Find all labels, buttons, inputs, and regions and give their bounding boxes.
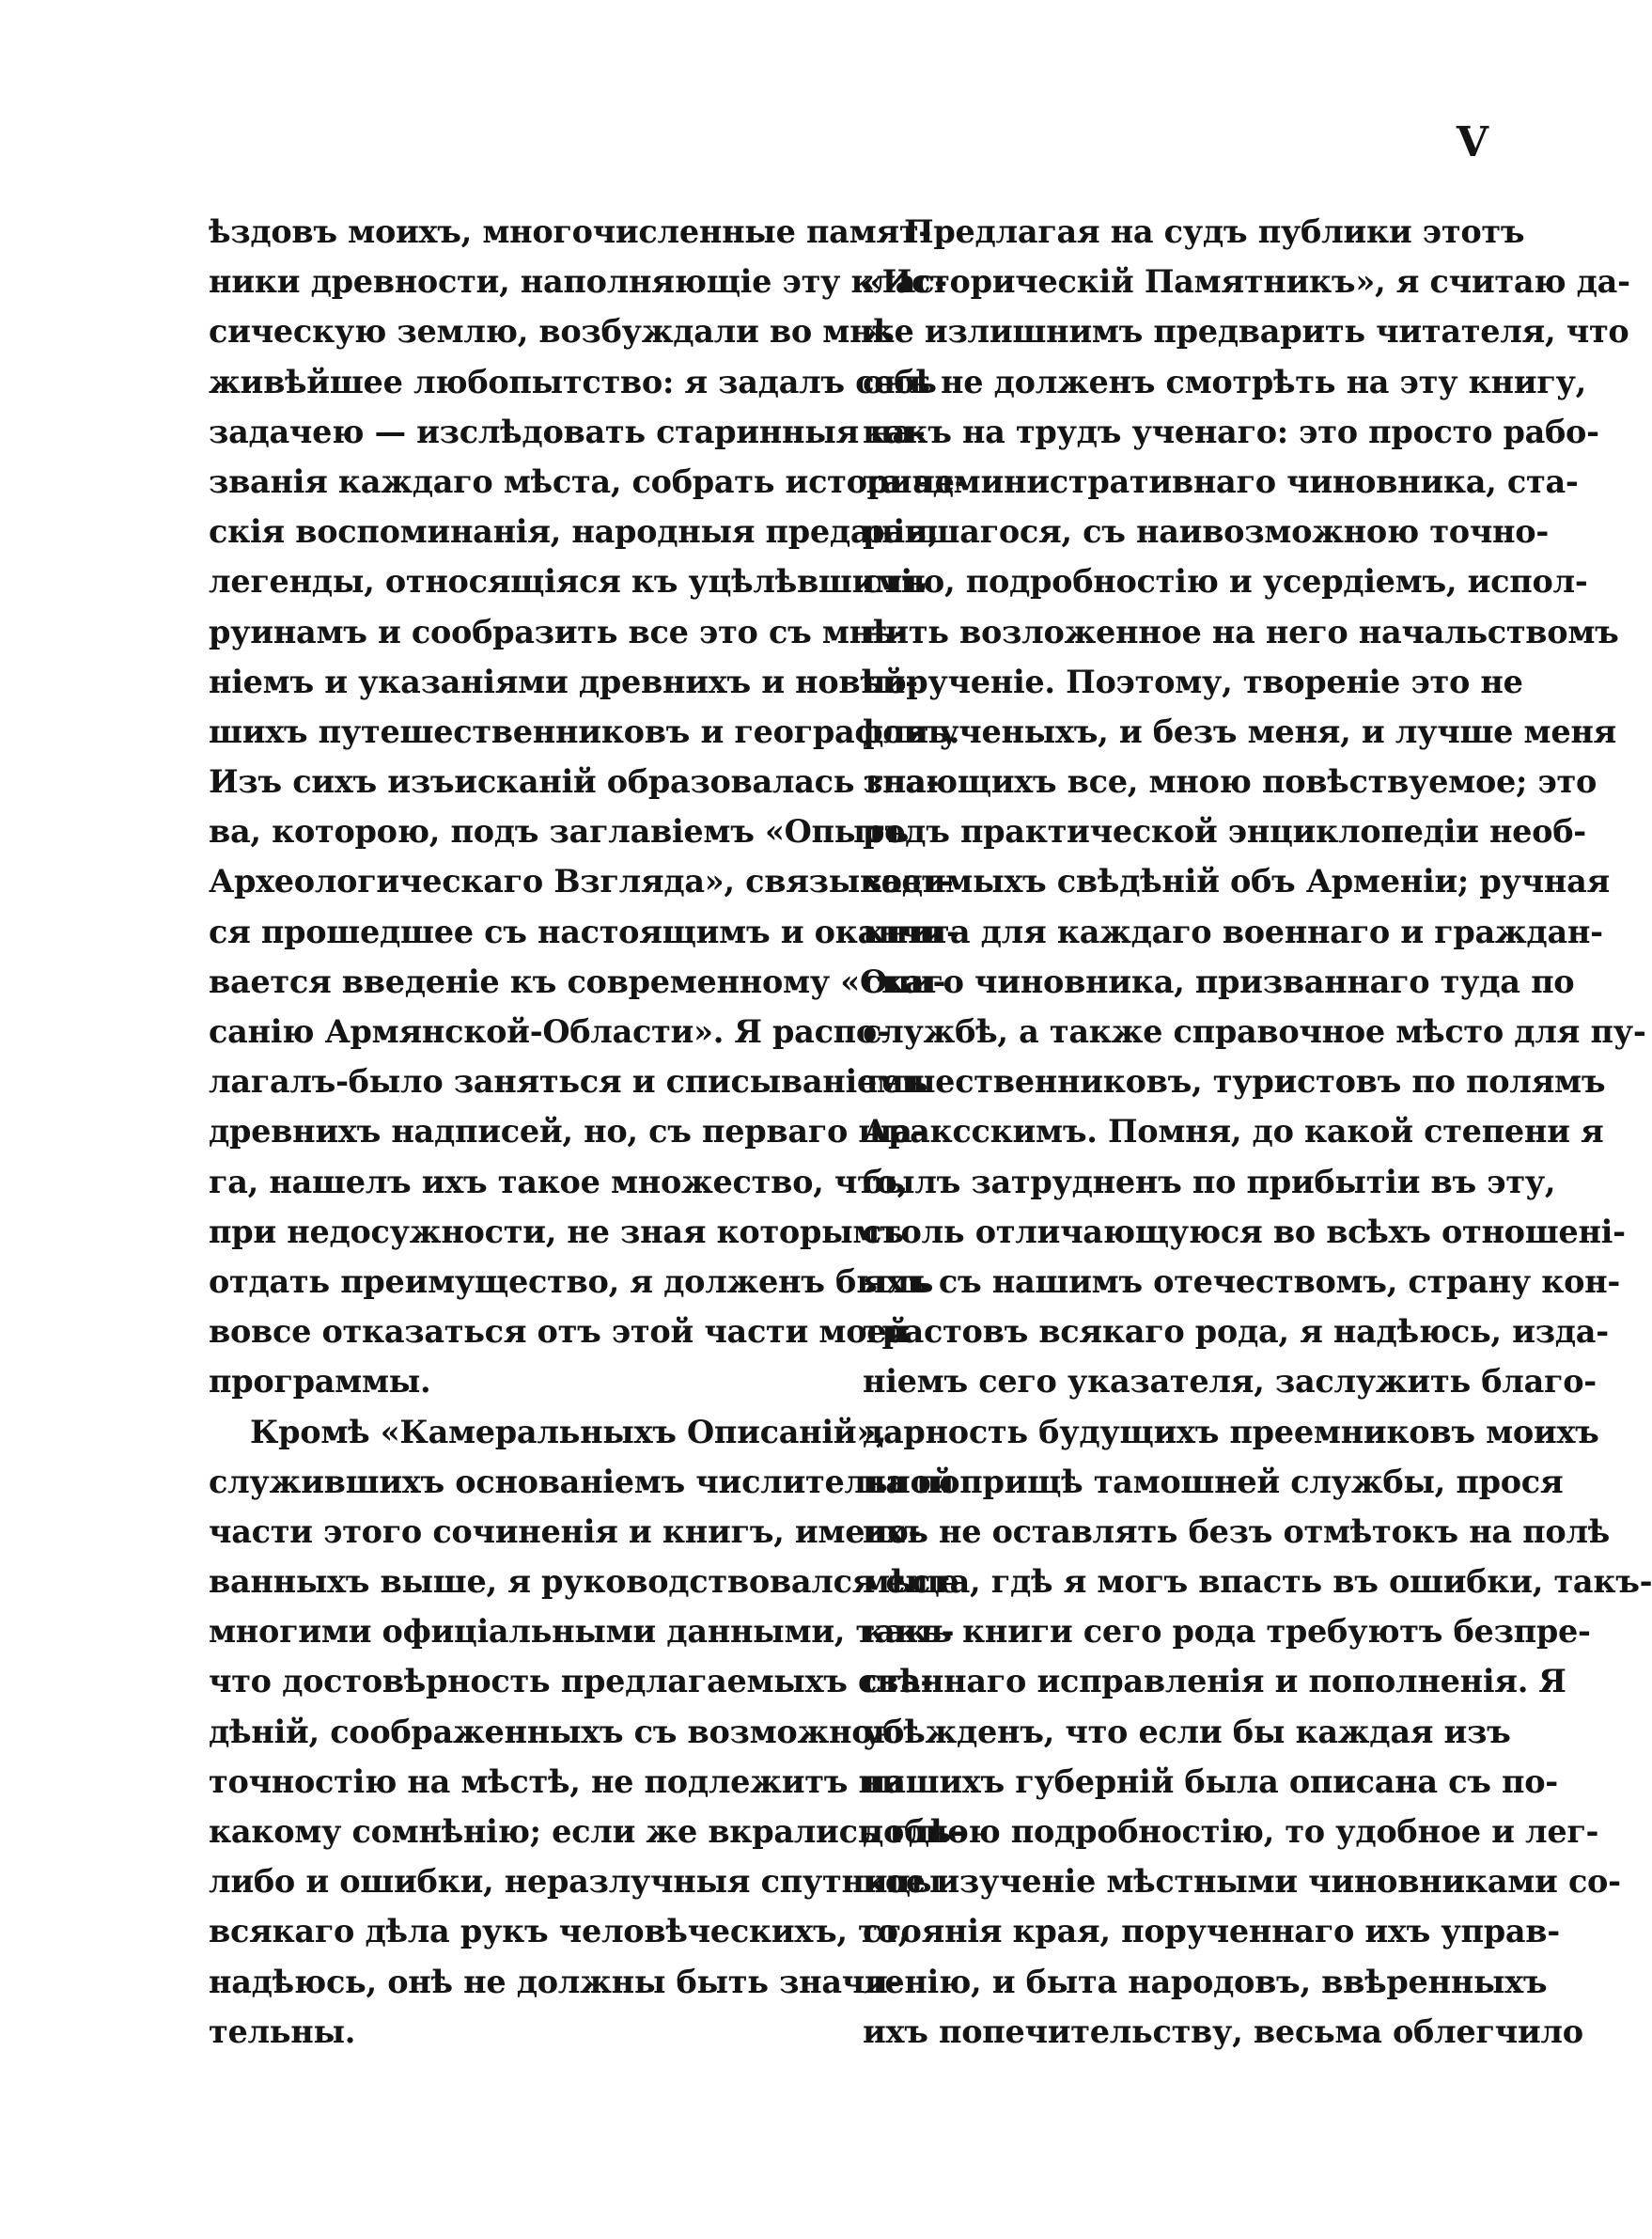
text-line: былъ затрудненъ по прибытіи въ эту, — [863, 1163, 1556, 1200]
text-line: Кромѣ «Камеральныхъ Описаній», — [250, 1413, 887, 1450]
text-line: званія каждаго мѣста, собрать историче- — [209, 462, 968, 500]
text-line: точностію на мѣстѣ, не подлежитъ ни — [209, 1762, 905, 1800]
text-line: при недосужности, не зная которымъ — [209, 1213, 904, 1250]
text-line: Археологическаго Взгляда», связывает- — [209, 863, 954, 900]
text-line: древнихъ надписей, но, съ перваго ша- — [209, 1113, 926, 1151]
text-line: для ученыхъ, и безъ меня, и лучше меня — [863, 712, 1617, 750]
text-line: отдать преимущество, я долженъ былъ — [209, 1262, 934, 1300]
text-line: яхъ съ нашимъ отечествомъ, страну кон- — [863, 1262, 1620, 1300]
text-line: скаго чиновника, призваннаго туда по — [863, 963, 1575, 1000]
text-line: ва, которою, подъ заглавіемъ «Опытъ — [209, 813, 909, 851]
text-line: многими офиціальными данными, такъ- — [209, 1613, 955, 1651]
text-line: дарность будущихъ преемниковъ моихъ — [863, 1413, 1599, 1450]
text-line: тельны. — [209, 2012, 356, 2050]
text-line: стію, подробностію и усердіемъ, испол- — [863, 563, 1588, 601]
text-line: Араксскимъ. Помня, до какой степени я — [863, 1113, 1604, 1151]
text-line: ѣздовъ моихъ, многочисленные памят- — [209, 213, 931, 250]
text-line: вается введеніе къ современному «Опи- — [209, 963, 946, 1000]
text-line: какому сомнѣнію; если же вкрались гдѣ- — [209, 1813, 964, 1850]
text-line: тешественниковъ, туристовъ по полямъ — [863, 1063, 1606, 1101]
text-line: ванныхъ выше, я руководствовался еще — [209, 1563, 959, 1601]
text-line: убѣжденъ, что если бы каждая изъ — [863, 1713, 1511, 1750]
text-line: всякаго дѣла рукъ человѣческихъ, то, — [209, 1913, 910, 1950]
text-line: санію Армянской-Области». Я распо- — [209, 1013, 890, 1050]
text-line: программы. — [209, 1363, 431, 1401]
text-line: задачею — изслѣдовать старинныя на- — [209, 413, 926, 450]
text-line: трастовъ всякаго рода, я надѣюсь, изда- — [863, 1313, 1609, 1351]
text-line: же излишнимъ предварить читателя, что — [863, 313, 1629, 351]
text-line: стоянія края, порученнаго ихъ управ- — [863, 1913, 1560, 1950]
text-line: ихъ не оставлять безъ отмѣтокъ на полѣ — [863, 1512, 1611, 1550]
text-line: та административнаго чиновника, ста- — [863, 462, 1579, 500]
text-line: шихъ путешественниковъ и географовъ. — [209, 712, 960, 750]
text-line: лагалъ-было заняться и списываніемъ — [209, 1063, 928, 1101]
text-line: ніемъ сего указателя, заслужить благо- — [863, 1363, 1597, 1401]
text-line: онъ не долженъ смотрѣть на эту книгу, — [863, 363, 1587, 400]
text-line: руинамъ и сообразить все это съ мнѣ- — [209, 613, 907, 650]
left-text-column — [209, 207, 968, 2057]
page-number: V — [1456, 118, 1488, 166]
text-line: Предлагая на судъ публики этотъ — [904, 213, 1525, 250]
text-line: равшагося, съ наивозможною точно- — [863, 513, 1549, 551]
text-line: ихъ попечительству, весьма облегчило — [863, 2012, 1583, 2050]
text-line: ся прошедшее съ настоящимъ и оканчи- — [209, 913, 959, 950]
text-line: какъ на трудъ ученаго: это просто рабо- — [863, 413, 1599, 450]
text-line: столь отличающуюся во всѣхъ отношені- — [863, 1213, 1626, 1250]
text-line: нить возложенное на него начальствомъ — [863, 613, 1619, 650]
text-line: ники древности, наполняющіе эту клас- — [209, 263, 947, 301]
text-line: вовсе отказаться отъ этой части моей — [209, 1313, 910, 1351]
text-line: Изъ сихъ изъисканій образовалась гла- — [209, 763, 940, 801]
text-line: надѣюсь, онѣ не должны быть значи- — [209, 1963, 901, 2000]
text-line: добною подробностію, то удобное и лег- — [863, 1813, 1599, 1850]
text-line: знающихъ все, мною повѣствуемое; это — [863, 763, 1597, 801]
text-line: части этого сочиненія и книгъ, имено- — [209, 1512, 922, 1550]
text-line: родъ практической энциклопедіи необ- — [863, 813, 1586, 851]
text-line: «Историческій Памятникъ», я считаю да- — [863, 263, 1630, 301]
text-line: порученіе. Поэтому, твореніе это не — [863, 663, 1523, 700]
text-line: станнаго исправленія и пополненія. Я — [863, 1663, 1566, 1700]
text-line: книга для каждаго военнаго и граждан- — [863, 913, 1603, 950]
text-line: кое изученіе мѣстными чиновниками со- — [863, 1863, 1621, 1901]
text-line: ходимыхъ свѣдѣній объ Арменіи; ручная — [863, 863, 1610, 900]
right-text-column — [863, 207, 1652, 2057]
text-line: мѣста, гдѣ я могъ впасть въ ошибки, такъ- — [863, 1563, 1652, 1601]
text-line: какъ книги сего рода требуютъ безпре- — [863, 1613, 1591, 1651]
text-line: ленію, и быта народовъ, ввѣренныхъ — [863, 1963, 1548, 2000]
text-line: га, нашелъ ихъ такое множество, что, — [209, 1163, 908, 1200]
text-line: нашихъ губерній была описана съ по- — [863, 1762, 1558, 1800]
text-line: службѣ, а также справочное мѣсто для пу- — [863, 1013, 1646, 1050]
text-line: легенды, относящіяся къ уцѣлѣвшимъ — [209, 563, 927, 601]
text-line: живѣйшее любопытство: я задалъ себѣ — [209, 363, 937, 400]
text-line: ніемъ и указаніями древнихъ и новѣй- — [209, 663, 918, 700]
text-line: служившихъ основаніемъ числительной — [209, 1463, 955, 1500]
text-line: скія воспоминанія, народныя преданія, — [209, 513, 939, 551]
text-line: дѣній, соображенныхъ съ возможною — [209, 1713, 905, 1750]
text-line: либо и ошибки, неразлучныя спутницы — [209, 1863, 942, 1901]
text-line: сическую землю, возбуждали во мнѣ — [209, 313, 895, 351]
text-line: на поприщѣ тамошней службы, прося — [863, 1463, 1564, 1500]
text-line: что достовѣрность предлагаемыхъ свѣ- — [209, 1663, 933, 1700]
